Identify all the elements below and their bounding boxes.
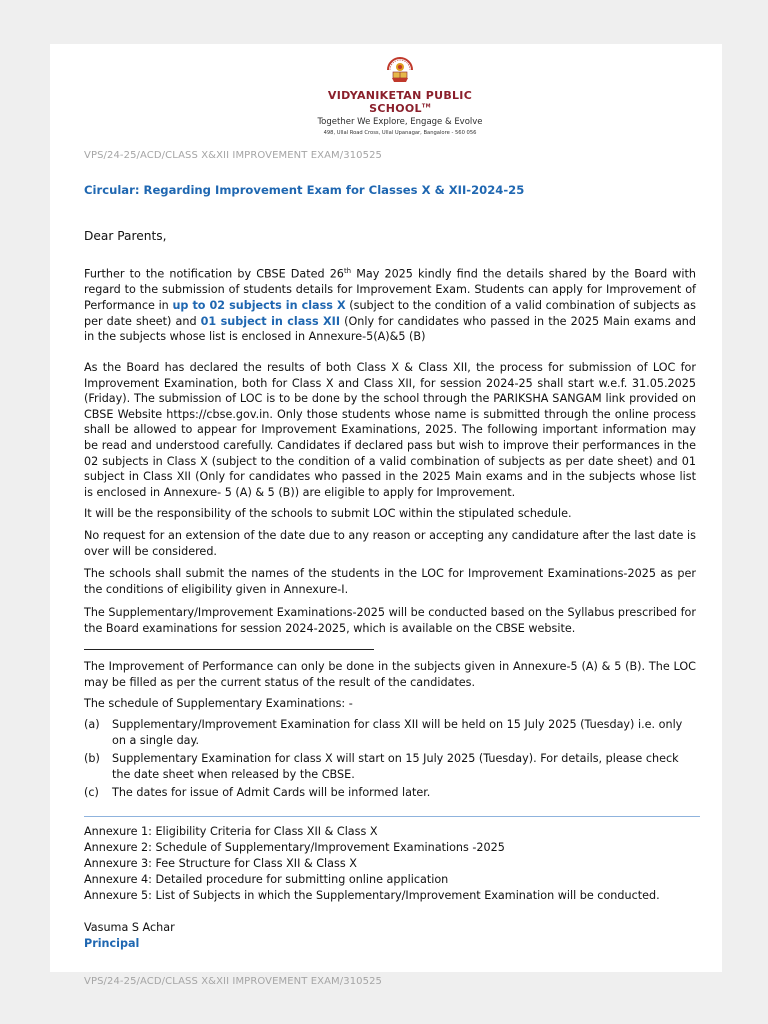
- list-item: Annexure 2: Schedule of Supplementary/Improvement Examinations -2025: [84, 841, 505, 855]
- circular-title: Circular: Regarding Improvement Exam for Classes X & XII-2024-25: [84, 183, 525, 197]
- paragraph-loc-process: As the Board has declared the results of both Class X & Class XII, the process for submission of LOC for Improvement Examination, both for Class X and Class XII, for session 2024-25 shall start w.e.f. 31.05.2025 (Friday). The submission of LOC is to be done by the school through the PARIKSHA SANGAM link provided on CBSE Website https://cbse.gov.in. Only those students whose name is submitted through the online process shall be allowed to appear for Improvement Examinations, 2025. The following important information may be read and understood carefully. Candidates if declared pass but wish to improve their performances in the 02 subjects in Class X (subject to the condition of a valid combination of subjects as per date sheet) and 01 subject in Class XII (Only for candidates who passed in the 2025 Main exams and in the subjects whose list is enclosed in Annexure- 5 (A) & 5 (B)) are eligible to apply for Improvement.: [84, 361, 696, 499]
- list-item: (a) Supplementary/Improvement Examination for class XII will be held on 15 July 2025 (Tuesday) i.e. only on a single day.: [84, 718, 683, 747]
- school-name: VIDYANIKETAN PUBLIC SCHOOL™: [327, 89, 473, 115]
- paragraph-no-extension: No request for an extension of the date due to any reason or accepting any candidature after the last date is over will be considered.: [84, 529, 696, 558]
- reference-number-footer: VPS/24-25/ACD/CLASS X&XII IMPROVEMENT EXAM/310525: [84, 976, 383, 987]
- list-item: Annexure 5: List of Subjects in which the Supplementary/Improvement Examination will be conducted.: [84, 889, 660, 903]
- list-item: (c) The dates for issue of Admit Cards will be informed later.: [84, 786, 431, 800]
- paragraph-syllabus: The Supplementary/Improvement Examinations-2025 will be conducted based on the Syllabus prescribed for the Board examinations for session 2024-2025, which is available on the CBSE website.: [84, 606, 696, 635]
- letterhead: [300, 54, 500, 138]
- signatory: [84, 920, 175, 953]
- document-page: [50, 44, 722, 972]
- paragraph-eligibility: The schools shall submit the names of the students in the LOC for Improvement Examinations-2025 as per the conditions of eligibility given in Annexure-I.: [84, 567, 696, 596]
- list-item: Annexure 1: Eligibility Criteria for Class XII & Class X: [84, 825, 378, 838]
- paragraph-improvement: The Improvement of Performance can only be done in the subjects given in Annexure-5 (A) & 5 (B). The LOC may be filled as per the current status of the result of the candidates.: [84, 660, 696, 689]
- divider-line: [84, 649, 374, 650]
- school-emblem-icon: [380, 54, 420, 86]
- signatory-name: Vasuma S Achar: [84, 921, 175, 934]
- list-item: (b) Supplementary Examination for class X will start on 15 July 2025 (Tuesday). For details, please check the date sheet when released by the CBSE.: [84, 752, 679, 781]
- reference-number: VPS/24-25/ACD/CLASS X&XII IMPROVEMENT EXAM/310525: [84, 150, 383, 161]
- highlight-class-x: up to 02 subjects in class X: [172, 298, 346, 312]
- paragraph-schedule-heading: The schedule of Supplementary Examinations: -: [84, 697, 353, 710]
- paragraph-responsibility: It will be the responsibility of the schools to submit LOC within the stipulated schedule.: [84, 507, 572, 520]
- highlight-class-xii: 01 subject in class XII: [200, 314, 340, 328]
- salutation: Dear Parents,: [84, 229, 167, 243]
- list-item: Annexure 4: Detailed procedure for submitting online application: [84, 873, 449, 887]
- section-divider: [84, 816, 700, 817]
- signatory-title: Principal: [84, 937, 140, 951]
- annexure-list: [84, 824, 704, 904]
- school-address: 498, Ullal Road Cross, Ullal Upanagar, Bangalore - 560 056: [323, 130, 477, 136]
- paragraph-intro: Further to the notification by CBSE Dated 26th May 2025 kindly find the details shared by the Board with regard to the submission of students details for Improvement Exam. Students can apply for Improvement of Performance in up to 02 subjects in class X (subject to the condition of a valid combination of subjects as per date sheet) and 01 subject in class XII (Only for candidates who passed in the 2025 Main exams and in the subjects whose list is enclosed in Annexure-5(A)&5 (B): [84, 267, 696, 344]
- list-item: Annexure 3: Fee Structure for Class XII & Class X: [84, 857, 357, 871]
- schedule-list: [84, 717, 698, 804]
- school-tagline: Together We Explore, Engage & Evolve: [317, 117, 483, 127]
